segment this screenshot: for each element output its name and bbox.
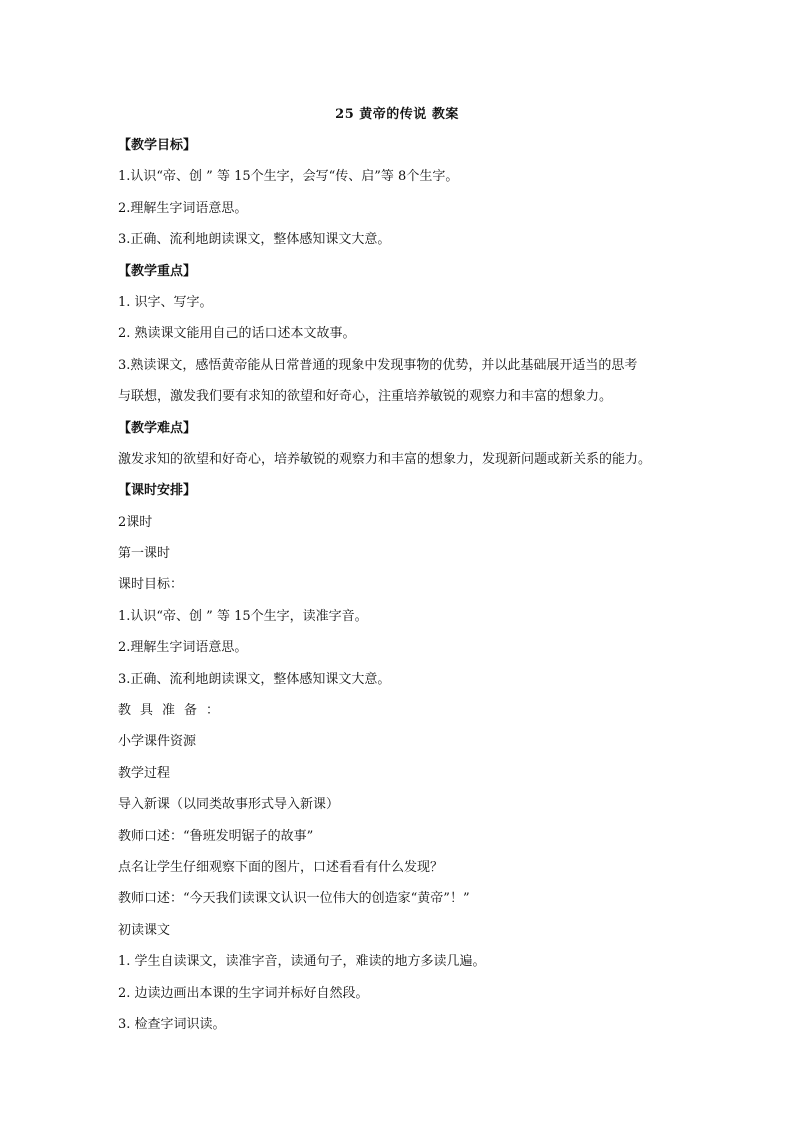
paragraph-line: 激发求知的欲望和好奇心，培养敏锐的观察力和丰富的想象力，发现新问题或新关系的能力。 [118,451,652,467]
paragraph-line: 3. 检查字词识读。 [118,1016,226,1032]
document-body [118,130,683,1040]
paragraph-line-spaced: 教具准备： [118,703,229,719]
paragraph-line: 导入新课（以同类故事形式导入新课） [118,797,340,813]
paragraph-line: 课时目标： [118,577,184,593]
paragraph-line: 2. 熟读课文能用自己的话口述本文故事。 [118,326,356,342]
paragraph-line: 点名让学生仔细观察下面的图片，口述看看有什么发现？ [118,859,444,875]
paragraph-line: 2.理解生字词语意思。 [118,200,248,216]
paragraph-line: 1. 识字、写字。 [118,294,213,310]
section-heading-key-points: 【教学重点】 [118,263,197,279]
paragraph-line: 教师口述：“今天我们读课文认识一位伟大的创造家“黄帝”！” [118,891,470,907]
paragraph-line: 1.认识“帝、创 ” 等 15个生字，会写“传、启”等 8个生字。 [118,169,459,185]
paragraph-line: 3.正确、流利地朗读课文，整体感知课文大意。 [118,232,391,248]
paragraph-line: 3.正确、流利地朗读课文，整体感知课文大意。 [118,671,391,687]
document-title: 25 黄帝的传说 教案 [335,107,459,122]
paragraph-line: 2. 边读边画出本课的生字词并标好自然段。 [118,985,369,1001]
paragraph-line: 教学过程 [118,765,171,781]
paragraph-line: 2.理解生字词语意思。 [118,640,248,656]
paragraph-line: 1.认识“帝、创 ” 等 15个生字，读准字音。 [118,608,368,624]
section-heading-schedule: 【课时安排】 [118,483,197,499]
paragraph-line: 小学课件资源 [118,734,197,750]
paragraph-line: 与联想，激发我们要有求知的欲望和好奇心，注重培养敏锐的观察力和丰富的想象力。 [118,389,613,405]
paragraph-line: 1. 学生自读课文，读准字音，读通句子，难读的地方多读几遍。 [118,954,486,970]
paragraph-line: 第一课时 [118,546,171,562]
paragraph-line: 教师口述：“鲁班发明锯子的故事” [118,828,314,844]
paragraph-line: 3.熟读课文，感悟黄帝能从日常普通的现象中发现事物的优势，并以此基础展开适当的思考 [118,357,638,373]
section-heading-goals: 【教学目标】 [118,138,197,153]
paragraph-line: 2课时 [118,514,153,530]
section-heading-difficulties: 【教学难点】 [118,420,197,436]
paragraph-line: 初读课文 [118,922,171,938]
